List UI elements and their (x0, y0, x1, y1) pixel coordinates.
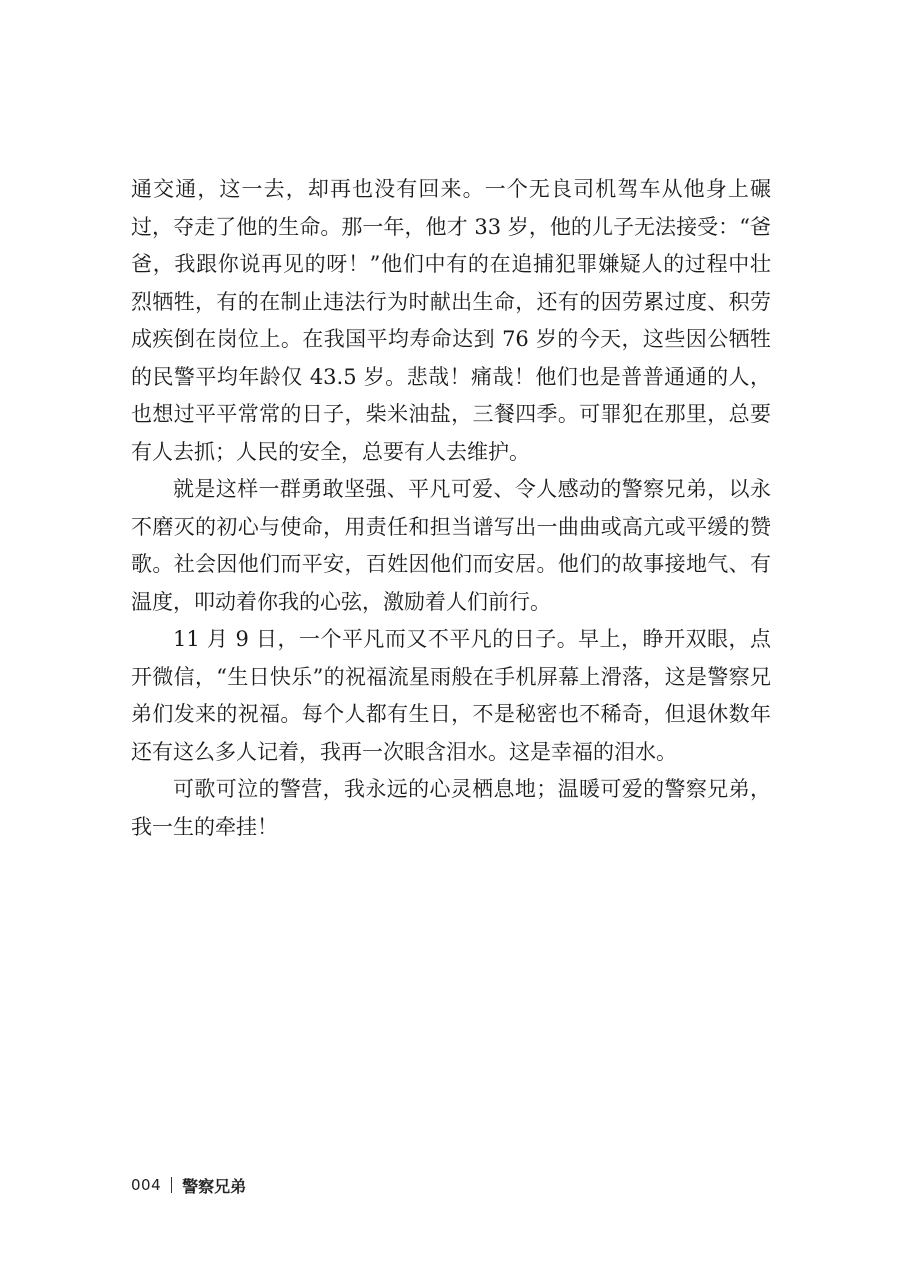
paragraph-4: 可歌可泣的警营，我永远的心灵栖息地；温暖可爱的警察兄弟，我一生的牵挂！ (131, 777, 771, 839)
paragraph-1: 通交通，这一去，却再也没有回来。一个无良司机驾车从他身上碾过，夺走了他的生命。那一年，他才 33 岁，他的儿子无法接受：“爸爸，我跟你说再见的呀！”他们中有的在追捕犯罪嫌疑人的过程中壮烈牺牲，有的在制止违法行为时献出生命，还有的因劳累过度、积劳成疾倒在岗位上。在我国平均寿命达到 76 岁的今天，这些因公牺牲的民警平均年龄仅 43.5 岁。悲哉！痛哉！他们也是普普通通的人，也想过平平常常的日子，柴米油盐，三餐四季。可罪犯在那里，总要有人去抓；人民的安全，总要有人去维护。 (131, 177, 771, 464)
body-text (131, 171, 771, 846)
page-number: 004 (131, 1176, 162, 1194)
footer-divider (171, 1177, 172, 1193)
paragraph-3: 11 月 9 日，一个平凡而又不平凡的日子。早上，睁开双眼，点开微信，“生日快乐”的祝福流星雨般在手机屏幕上滑落，这是警察兄弟们发来的祝福。每个人都有生日，不是秘密也不稀奇，但退休数年还有这么多人记着，我再一次眼含泪水。这是幸福的泪水。 (131, 627, 771, 764)
paragraph-2: 就是这样一群勇敢坚强、平凡可爱、令人感动的警察兄弟，以永不磨灭的初心与使命，用责任和担当谱写出一曲曲或高亢或平缓的赞歌。社会因他们而平安，百姓因他们而安居。他们的故事接地气、有温度，叩动着你我的心弦，激励着人们前行。 (131, 477, 771, 614)
page-footer (131, 1173, 246, 1197)
running-title: 警察兄弟 (182, 1176, 247, 1196)
